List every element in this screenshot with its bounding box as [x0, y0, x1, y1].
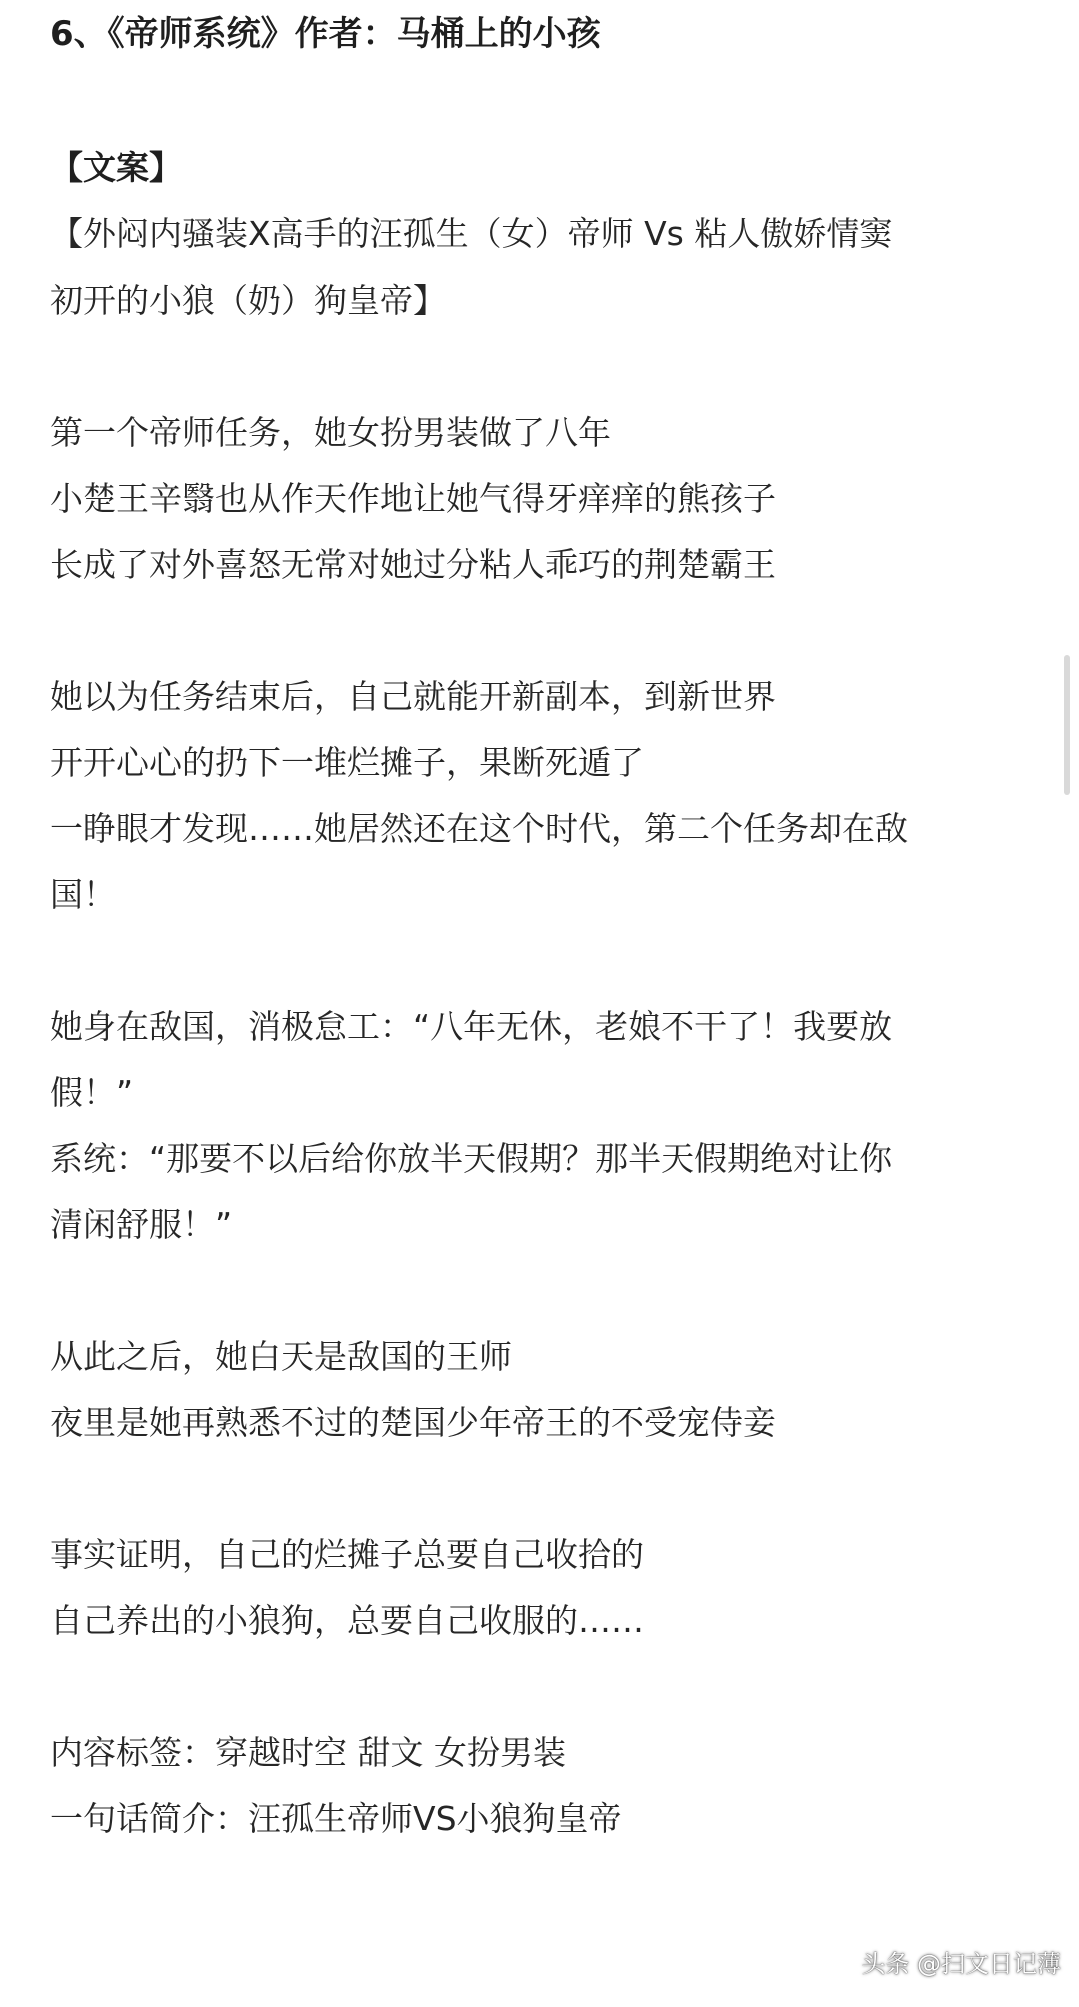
article-title: 6、《帝师系统》作者：马桶上的小孩 [50, 14, 601, 54]
blurb-line: 从此之后，她白天是敌国的王师 [50, 1337, 512, 1376]
blurb-line: 清闲舒服！” [50, 1205, 233, 1244]
blurb-line: 第一个帝师任务，她女扮男装做了八年 [50, 413, 611, 452]
watermark: 头条 @扫文日记薄 [861, 1950, 1061, 1978]
blurb-line: 小楚王辛翳也从作天作地让她气得牙痒痒的熊孩子 [50, 479, 776, 518]
tags-line: 内容标签：穿越时空 甜文 女扮男装 [50, 1733, 566, 1772]
blurb-line: 系统：“那要不以后给你放半天假期？那半天假期绝对让你 [50, 1139, 893, 1178]
blurb-line: 开开心心的扔下一堆烂摊子，果断死遁了 [50, 743, 644, 782]
blurb-line: 假！” [50, 1073, 134, 1112]
blurb-line: 自己养出的小狼狗，总要自己收服的…… [50, 1601, 644, 1640]
blurb-line: 她以为任务结束后，自己就能开新副本，到新世界 [50, 677, 776, 716]
section-label: 【文案】 [50, 148, 182, 187]
blurb-line: 夜里是她再熟悉不过的楚国少年帝王的不受宠侍妾 [50, 1403, 776, 1442]
blurb-line: 【外闷内骚装X高手的汪孤生（女）帝师 Vs 粘人傲娇情窦 [50, 214, 893, 253]
blurb-line: 一睁眼才发现……她居然还在这个时代，第二个任务却在敌 [50, 809, 908, 848]
blurb-line: 初开的小狼（奶）狗皇帝】 [50, 281, 446, 320]
blurb-line: 她身在敌国，消极怠工：“八年无休，老娘不干了！我要放 [50, 1007, 893, 1046]
scrollbar[interactable] [1064, 655, 1070, 795]
summary-line: 一句话简介：汪孤生帝师VS小狼狗皇帝 [50, 1799, 622, 1838]
blurb-line: 事实证明，自己的烂摊子总要自己收拾的 [50, 1535, 644, 1574]
blurb-line: 长成了对外喜怒无常对她过分粘人乖巧的荆楚霸王 [50, 545, 776, 584]
blurb-line: 国！ [50, 875, 116, 914]
